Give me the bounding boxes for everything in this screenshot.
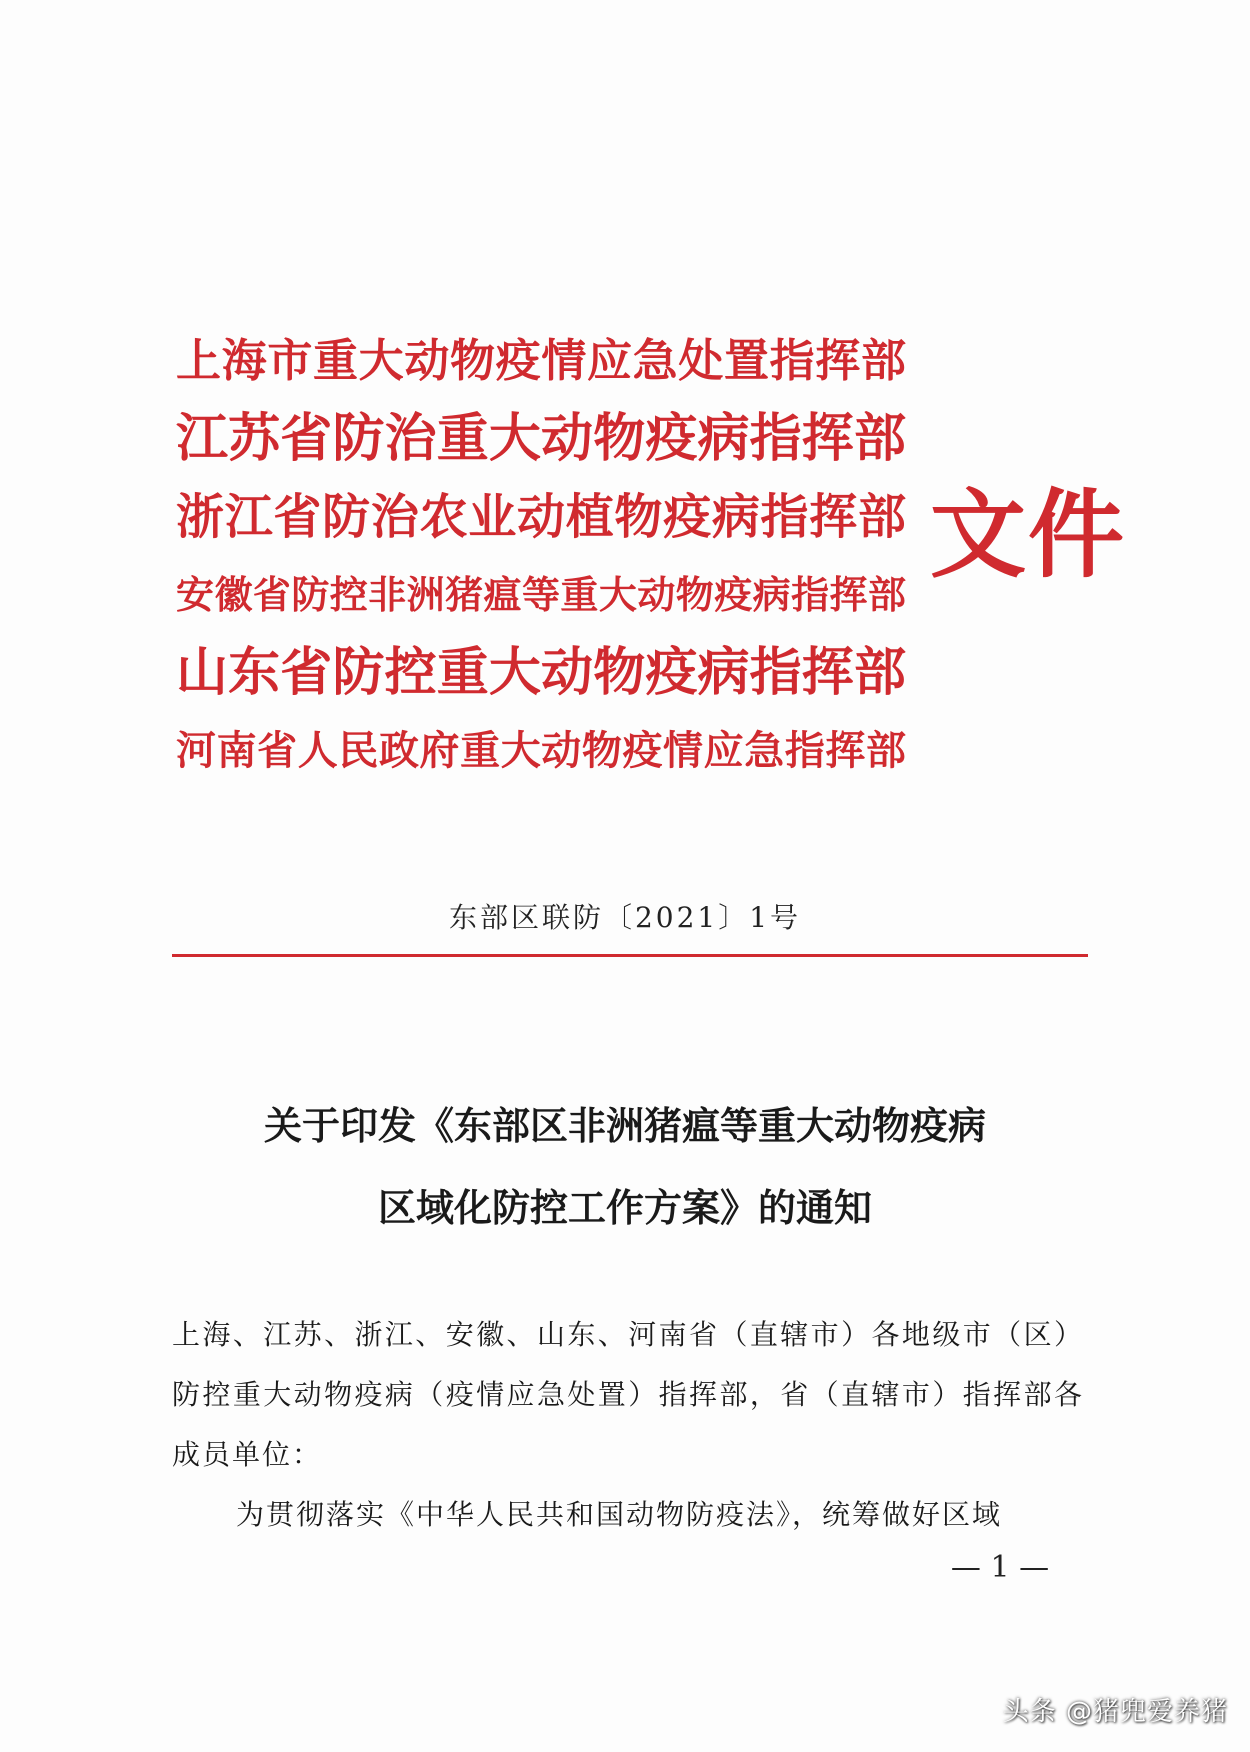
issuer-line: 河南省人民政府重大动物疫情应急指挥部 bbox=[176, 727, 906, 774]
page-number: — 1 — bbox=[950, 1550, 1050, 1585]
body-paragraph: 为贯彻落实《中华人民共和国动物防疫法》，统筹做好区域 bbox=[236, 1498, 1003, 1531]
recipients-paragraph: 上海、江苏、浙江、安徽、山东、河南省（直辖市）各地级市（区）防控重大动物疫病（疫情应急处置）指挥部，省（直辖市）指挥部各成员单位： bbox=[172, 1318, 1084, 1471]
issuer-list bbox=[176, 322, 906, 790]
document-number: 东部区联防〔2021〕1号 bbox=[448, 901, 802, 934]
title-line-1: 关于印发《东部区非洲猪瘟等重大动物疫病 bbox=[263, 1103, 986, 1148]
issuer-line: 山东省防控重大动物疫病指挥部 bbox=[176, 642, 906, 703]
document-title bbox=[0, 1085, 1250, 1249]
issuer-line: 浙江省防治农业动植物疫病指挥部 bbox=[176, 489, 906, 545]
document-word: 文件 bbox=[930, 478, 1126, 591]
title-line-2: 区域化防控工作方案》的通知 bbox=[377, 1185, 872, 1230]
red-separator-line bbox=[172, 954, 1088, 957]
issuer-line: 上海市重大动物疫情应急处置指挥部 bbox=[176, 334, 906, 387]
watermark: 头条 @猪兜爱养猪 bbox=[1002, 1697, 1228, 1727]
issuer-line: 安徽省防控非洲猪瘟等重大动物疫病指挥部 bbox=[176, 572, 906, 617]
issuer-line: 江苏省防治重大动物疫病指挥部 bbox=[176, 408, 906, 469]
